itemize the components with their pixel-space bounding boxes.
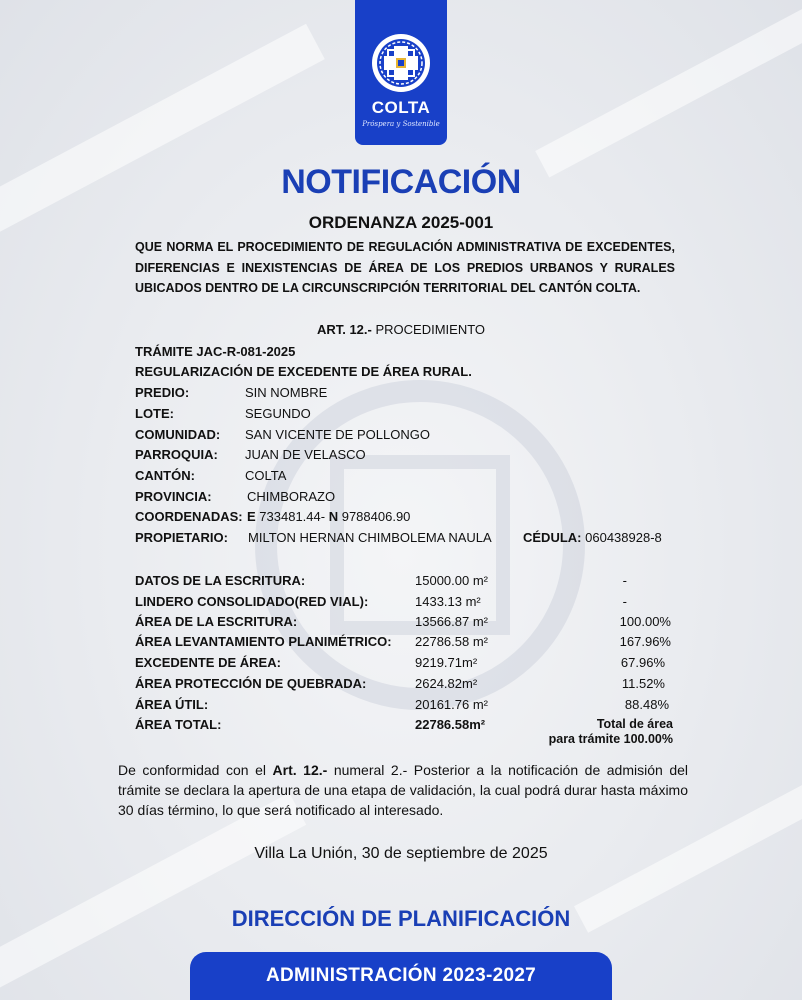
- area-label: LINDERO CONSOLIDADO(RED VIAL):: [135, 594, 369, 609]
- ordinance-title: ORDENANZA 2025-001: [308, 213, 494, 232]
- table-row: [135, 697, 685, 717]
- area-percent: 11.52%: [621, 676, 665, 691]
- field-label: PREDIO:: [135, 385, 190, 400]
- department-name: DIRECCIÓN DE PLANIFICACIÓN: [231, 906, 571, 931]
- northing-label: N: [328, 509, 339, 524]
- area-label: ÁREA PROTECCIÓN DE QUEBRADA:: [135, 676, 367, 691]
- table-row: [135, 634, 685, 654]
- area-value: 2624.82m²: [415, 676, 478, 691]
- area-value: 20161.76 m²: [415, 697, 488, 712]
- total-label: ÁREA TOTAL:: [135, 717, 222, 732]
- table-row: [135, 676, 685, 696]
- tramite-subject: REGULARIZACIÓN DE EXCEDENTE DE ÁREA RURAL.: [135, 364, 472, 379]
- area-value: 1433.13 m²: [415, 594, 481, 609]
- area-percent: -: [622, 594, 627, 609]
- total-value: 22786.58m²: [415, 717, 486, 732]
- area-percent: 167.96%: [619, 634, 671, 649]
- table-row: [135, 655, 685, 675]
- area-value: 13566.87 m²: [415, 614, 488, 629]
- footer-banner: [190, 952, 612, 1000]
- field-value: SAN VICENTE DE POLLONGO: [245, 427, 430, 442]
- field-label: PARROQUIA:: [135, 447, 218, 462]
- footer-text: ADMINISTRACIÓN 2023-2027: [265, 965, 537, 986]
- area-percent: 67.96%: [620, 655, 665, 670]
- field-value: CHIMBORAZO: [247, 489, 336, 504]
- article-text: PROCEDIMIENTO: [371, 322, 486, 337]
- coordinates-label: COORDENADAS:: [135, 509, 243, 524]
- northing-value: 9788406.90: [341, 509, 411, 524]
- article-heading: [0, 322, 802, 337]
- date-line: Villa La Unión, 30 de septiembre de 2025: [254, 845, 548, 862]
- table-row: [135, 594, 685, 614]
- owner-label: PROPIETARIO:: [135, 530, 228, 545]
- owner-name: MILTON HERNAN CHIMBOLEMA NAULA: [248, 530, 492, 545]
- area-value: 15000.00 m²: [415, 573, 488, 588]
- notice-paragraph: [118, 760, 688, 820]
- paragraph-after: numeral 2.- Posterior a la notificación de admisión del trámite se declara la apertura de una etapa de validación, la cual podrá durar hasta máximo 30 días término, lo que será notificado al interesado.: [118, 762, 689, 818]
- table-row: [135, 573, 685, 593]
- field-label: CANTÓN:: [135, 468, 195, 483]
- total-percent: [549, 717, 673, 747]
- easting-label: E: [247, 509, 256, 524]
- field-value: COLTA: [245, 468, 287, 483]
- background-streak: [535, 0, 802, 177]
- area-value: 22786.58 m²: [415, 634, 488, 649]
- coordinates-value: [247, 509, 410, 524]
- logo-banner: [355, 0, 447, 145]
- field-label: PROVINCIA:: [135, 489, 212, 504]
- field-value: SIN NOMBRE: [245, 385, 328, 400]
- ordinance-description: QUE NORMA EL PROCEDIMIENTO DE REGULACIÓN ADMINISTRATIVA DE EXCEDENTES, DIFERENCIAS E INEXISTENCIAS DE ÁREA DE LOS PREDIOS URBANOS Y RURALES UBICADOS DENTRO DE LA CIRCUNSCRIPCIÓN TERRITORIAL DEL CANTÓN COLTA.: [135, 240, 675, 295]
- easting-value: 733481.44-: [259, 509, 326, 524]
- owner-id: [523, 530, 662, 545]
- area-label: ÁREA DE LA ESCRITURA:: [135, 614, 298, 629]
- total-percent-line1: Total de área: [596, 717, 673, 731]
- area-label: DATOS DE LA ESCRITURA:: [135, 573, 306, 588]
- total-percent-line2: para trámite 100.00%: [548, 732, 673, 746]
- table-row-total: [135, 717, 685, 749]
- field-label: LOTE:: [135, 406, 174, 421]
- area-percent: -: [622, 573, 627, 588]
- area-value: 9219.71m²: [415, 655, 478, 670]
- field-label: COMUNIDAD:: [135, 427, 221, 442]
- field-value: SEGUNDO: [245, 406, 311, 421]
- logo-slogan: Próspera y Sostenible: [362, 120, 440, 128]
- field-value: JUAN DE VELASCO: [245, 447, 366, 462]
- colta-emblem-icon: [370, 32, 432, 94]
- logo-name: COLTA: [371, 98, 431, 117]
- area-percent: 100.00%: [619, 614, 671, 629]
- tramite-number: TRÁMITE JAC-R-081-2025: [135, 344, 296, 359]
- page-title: NOTIFICACIÓN: [281, 163, 521, 201]
- owner-id-value: 060438928-8: [585, 530, 662, 545]
- area-percent: 88.48%: [624, 697, 669, 712]
- article-label: ART. 12.-: [316, 322, 372, 337]
- area-label: ÁREA ÚTIL:: [135, 697, 209, 712]
- table-row: [135, 614, 685, 634]
- paragraph-article: Art. 12.-: [272, 762, 328, 778]
- owner-id-label: CÉDULA:: [523, 530, 582, 545]
- paragraph-before: De conformidad con el: [118, 762, 273, 778]
- area-label: ÁREA LEVANTAMIENTO PLANIMÉTRICO:: [135, 634, 392, 649]
- area-label: EXCEDENTE DE ÁREA:: [135, 655, 281, 670]
